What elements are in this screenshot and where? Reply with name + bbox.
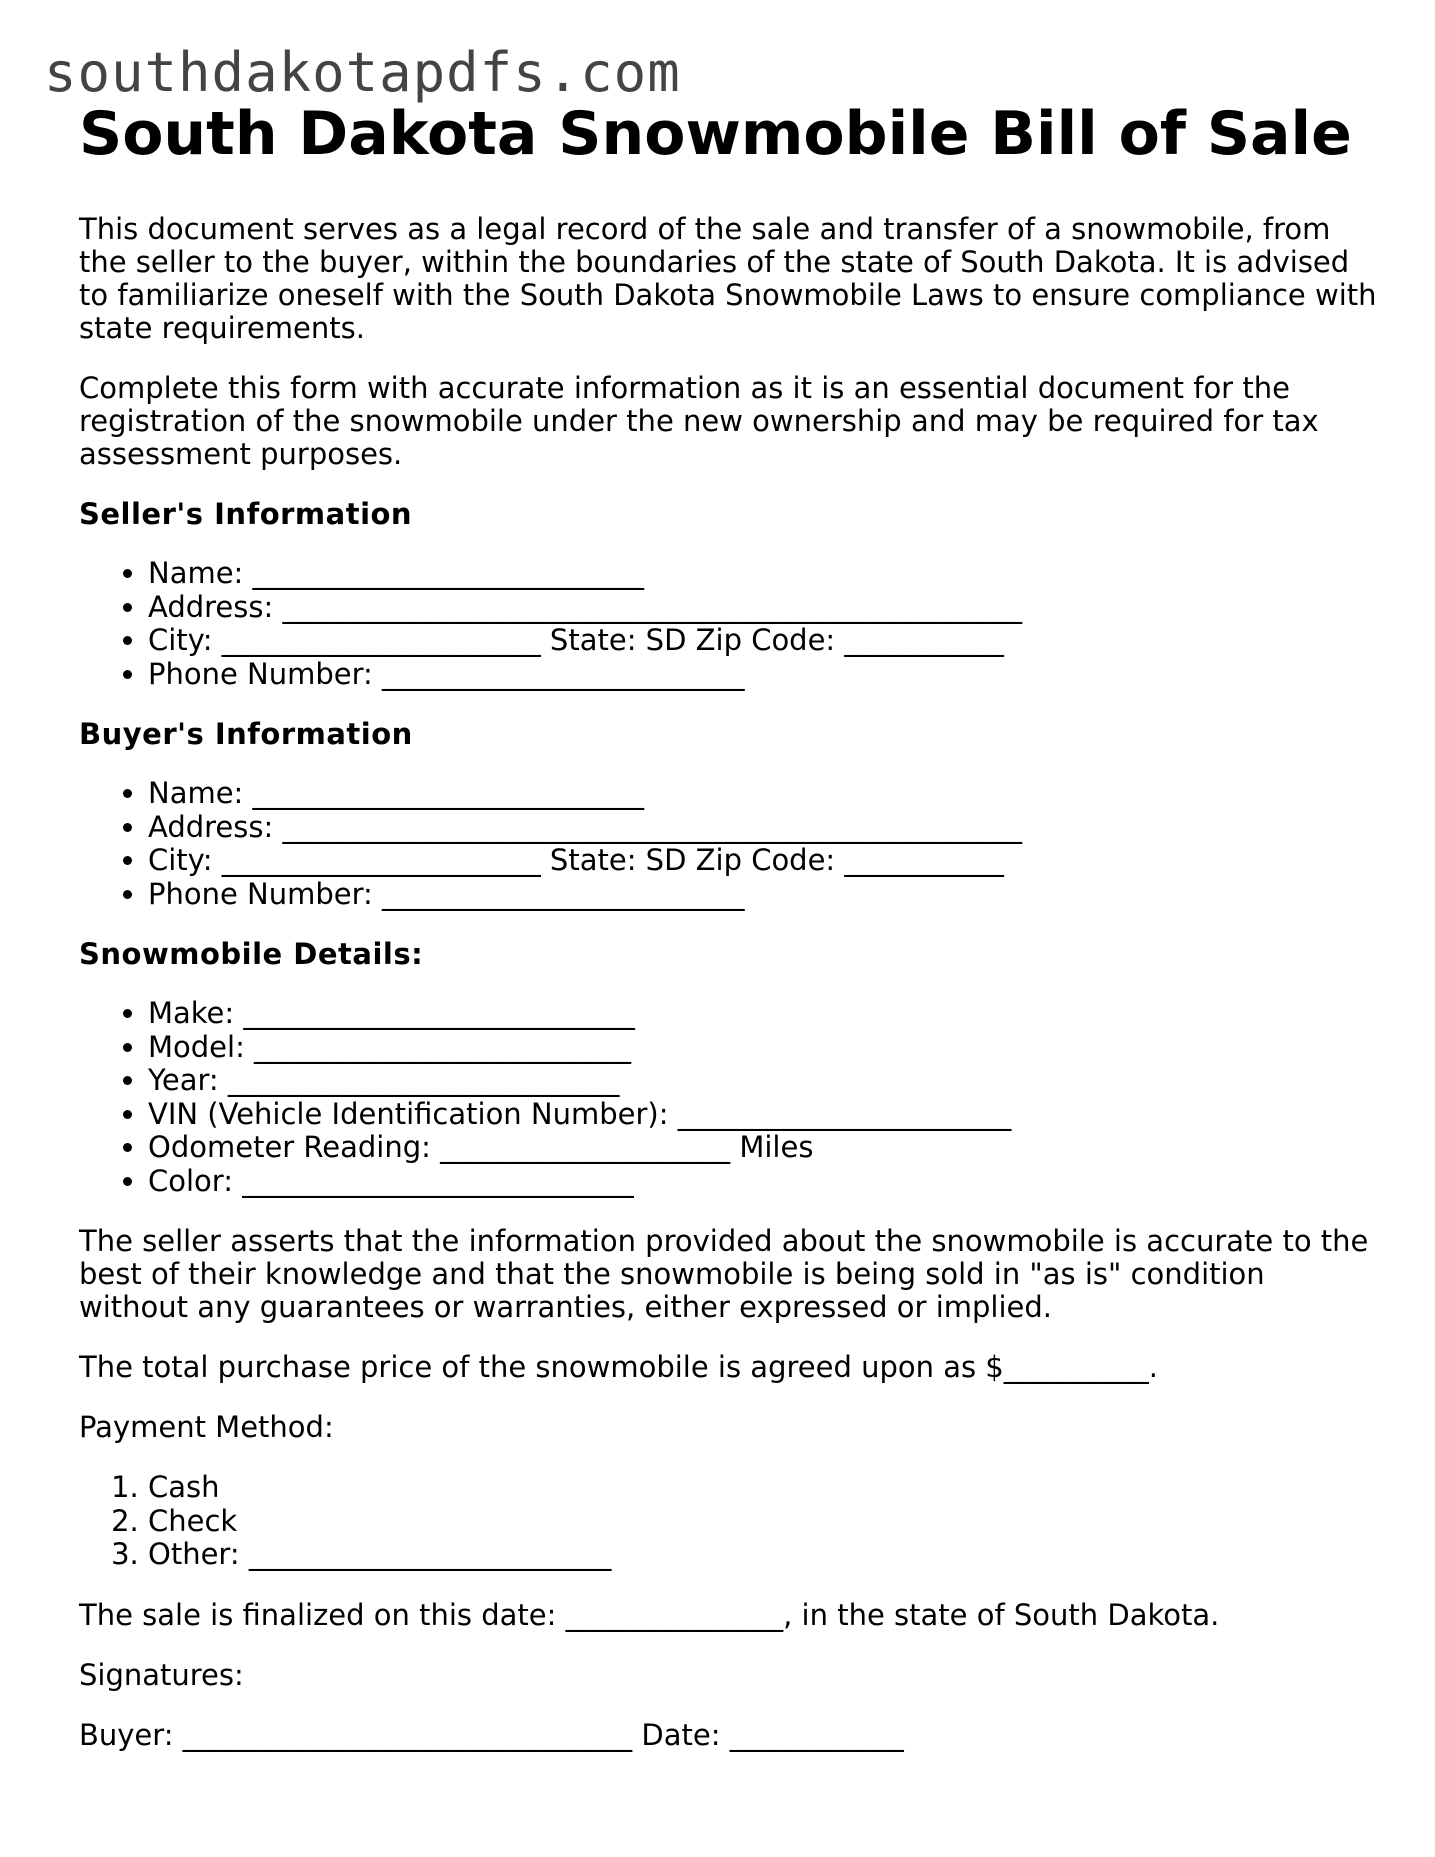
seller-city-field: • City: ______________________ State: SD Zip Code: ___________ (148, 624, 1379, 658)
payment-option-check: 2. Check (148, 1505, 1379, 1539)
purchase-price: The total purchase price of the snowmobile is agreed upon as $__________. (79, 1350, 1158, 1384)
document-page (79, 100, 1379, 1779)
buyer-name-field: • Name: ___________________________ (148, 777, 1379, 811)
document-title: South Dakota Snowmobile Bill of Sale (79, 99, 1352, 169)
buyer-info-list (79, 777, 1379, 911)
payment-option-cash: 1. Cash (148, 1471, 1379, 1505)
seller-phone-field: • Phone Number: _________________________ (148, 658, 1379, 692)
sale-finalized-date: The sale is finalized on this date: _______________, in the state of South Dakota. (79, 1597, 1220, 1632)
intro-paragraph-2: Complete this form with accurate information as it is an essential document for the registration of the snowmobile under the new ownership and may be required for tax assessment purposes. (79, 371, 1319, 471)
buyer-heading: Buyer's Information (79, 717, 413, 751)
vin-field: • VIN (Vehicle Identification Number): _______________________ (148, 1098, 1379, 1132)
buyer-signature-line: Buyer: _______________________________ Date: ____________ (79, 1717, 904, 1752)
buyer-city-field: • City: ______________________ State: SD Zip Code: ___________ (148, 844, 1379, 878)
snowmobile-details-list (79, 997, 1379, 1198)
seller-name-field: • Name: ___________________________ (148, 557, 1379, 591)
make-field: • Make: ___________________________ (148, 997, 1379, 1031)
payment-method-list (79, 1471, 1379, 1572)
seller-address-field: • Address: ___________________________________________________ (148, 591, 1379, 625)
year-field: • Year: ___________________________ (148, 1064, 1379, 1098)
buyer-address-field: • Address: ___________________________________________________ (148, 811, 1379, 845)
payment-method-label: Payment Method: (79, 1410, 334, 1444)
payment-option-other: 3. Other: _________________________ (148, 1538, 1379, 1572)
model-field: • Model: __________________________ (148, 1031, 1379, 1065)
snowmobile-heading: Snowmobile Details: (79, 937, 424, 971)
seller-info-list (79, 557, 1379, 691)
signatures-label: Signatures: (79, 1657, 244, 1692)
odometer-field: • Odometer Reading: ____________________ Miles (148, 1131, 1379, 1165)
buyer-phone-field: • Phone Number: _________________________ (148, 878, 1379, 912)
seller-assertion: The seller asserts that the information provided about the snowmobile is accurate to the best of their knowledge and that the snowmobile is being sold in "as is" condition without any guarantees or warranties, either expressed or implied. (79, 1224, 1369, 1324)
seller-heading: Seller's Information (79, 497, 413, 531)
color-field: • Color: ___________________________ (148, 1165, 1379, 1199)
watermark: southdakotapdfs.com (44, 41, 681, 104)
intro-paragraph-1: This document serves as a legal record of the sale and transfer of a snowmobile, from the seller to the buyer, within the boundaries of the state of South Dakota. It is advised to familiarize oneself with the South Dakota Snowmobile Laws to ensure compliance with state requirements. (79, 212, 1377, 345)
